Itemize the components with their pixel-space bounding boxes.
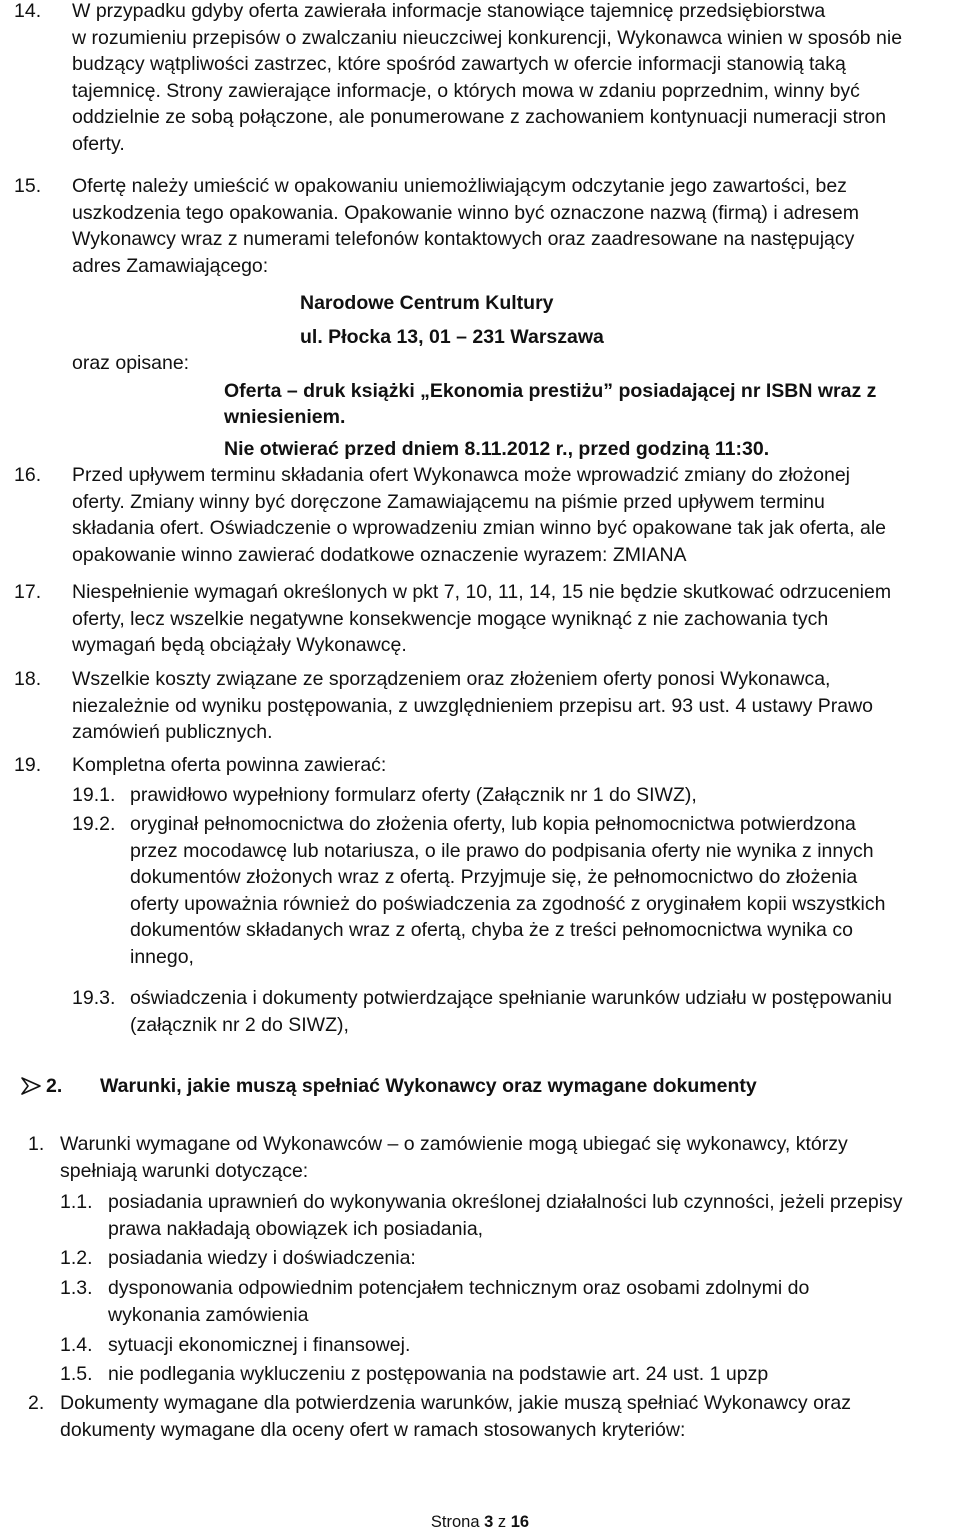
text-line: Wszelkie koszty związane ze sporządzeniem oraz złożeniem oferty ponosi Wykonawca, — [72, 668, 831, 690]
condition-1-1-text — [108, 1189, 954, 1242]
text-line: oferty upoważnia również do poświadczenia za zgodność z oryginałem kopii wszystkich — [130, 892, 886, 915]
text-line: Przed upływem terminu składania ofert Wykonawca może wprowadzić zmiany do złożonej — [72, 464, 850, 486]
item-18-text — [72, 666, 954, 746]
offer-line: wniesieniem. — [224, 406, 346, 428]
item-number: 2. — [28, 1392, 45, 1414]
text-line: tajemnicę. Strony zawierające informacje, o których mowa w zdaniu poprzednim, winny być — [72, 79, 860, 102]
text-line: Wykonawcy wraz z numerami telefonów kontaktowych oraz zaadresowane na następujący — [72, 228, 855, 250]
section-title: Warunki, jakie muszą spełniać Wykonawcy oraz wymagane dokumenty — [100, 1075, 757, 1097]
subitem-number: 19.1. — [72, 784, 116, 806]
text-line: oddzielnie ze sobą połączone, ale ponumerowane z zachowaniem kontynuacji numeracji stron — [72, 106, 887, 128]
text-line: dysponowania odpowiednim potencjałem technicznym oraz osobami zdolnymi do — [108, 1277, 810, 1299]
subitem-number: 1.5. — [60, 1363, 93, 1385]
item-15-text — [72, 173, 954, 279]
subitem-19-2-text — [130, 811, 954, 970]
text-line: Ofertę należy umieścić w opakowaniu uniemożliwiającym odczytanie jego zawartości, bez — [72, 175, 847, 197]
condition-1-4-text: sytuacji ekonomicznej i finansowej. — [108, 1334, 411, 1356]
address-block — [300, 289, 700, 351]
subitem-19-3-text — [130, 985, 954, 1038]
text-line: uszkodzenia tego opakowania. Opakowanie winno być oznaczone nazwą (firmą) i adresem — [72, 201, 859, 224]
text-line: składania ofert. Oświadczenie o wprowadzeniu zmian winno być opakowane tak jak oferta, ale — [72, 517, 887, 539]
current-page-number: 3 — [484, 1513, 494, 1531]
page-footer — [0, 1512, 960, 1532]
text-line: Niespełnienie wymagań określonych w pkt 7, 10, 11, 14, 15 nie będzie skutkować odrzuceniem — [72, 581, 892, 603]
text-line: niezależnie od wyniku postępowania, z uwzględnieniem przepisu art. 93 ust. 4 ustawy Prawo — [72, 694, 874, 717]
subitem-number: 1.1. — [60, 1191, 93, 1213]
item-number: 14. — [14, 0, 42, 22]
item-16-text — [72, 462, 954, 568]
item-number: 18. — [14, 668, 42, 690]
text-line: Warunki wymagane od Wykonawców – o zamówienie mogą ubiegać się wykonawcy, którzy — [60, 1133, 848, 1155]
text-line: prawa nakładają obowiązek ich posiadania, — [108, 1217, 484, 1240]
item-number: 1. — [28, 1133, 45, 1155]
text-line: spełniają warunki dotyczące: — [60, 1159, 309, 1182]
text-line: opakowanie winno zawierać dodatkowe oznaczenie wyrazem: ZMIANA — [72, 543, 687, 566]
text-line: dokumentów złożonych wraz z ofertą. Przyjmuje się, że pełnomocnictwo do złożenia — [130, 866, 858, 888]
text-line: W przypadku gdyby oferta zawierała informacje stanowiące tajemnicę przedsiębiorstwa — [72, 0, 826, 22]
arrow-bullet-icon — [18, 1072, 46, 1100]
subitem-number: 19.3. — [72, 987, 116, 1009]
condition-1-text — [60, 1131, 954, 1184]
text-line: budzący wątpliwości zastrzec, które spośród zawartych w ofercie informacji stanowią taką — [72, 53, 846, 75]
item-17-text — [72, 579, 954, 659]
text-line: adres Zamawiającego: — [72, 254, 269, 277]
item-19-text: Kompletna oferta powinna zawierać: — [72, 754, 387, 776]
text-line: innego, — [130, 945, 194, 968]
text-line: oferty, lecz wszelkie negatywne konsekwencje mogące wyniknąć z nie zachowania tych — [72, 607, 829, 630]
text-line: oryginał pełnomocnictwa do złożenia oferty, lub kopia pełnomocnictwa potwierdzona — [130, 813, 856, 835]
text-line: przez mocodawcę lub notariusza, o ile prawo do podpisania oferty nie wynika z innych — [130, 839, 874, 862]
condition-2-text — [60, 1390, 954, 1443]
text-line: dokumenty wymagane dla oceny ofert w ramach stosowanych kryteriów: — [60, 1418, 686, 1441]
condition-1-3-text — [108, 1275, 954, 1328]
address-street: ul. Płocka 13, 01 – 231 Warszawa — [300, 326, 604, 348]
text-line: w rozumieniu przepisów o zwalczaniu nieuczciwej konkurencji, Wykonawca winien w sposób nie — [72, 26, 903, 49]
section-number: 2. — [46, 1075, 63, 1097]
text-line: wykonania zamówienia — [108, 1303, 309, 1326]
offer-deadline: Nie otwierać przed dniem 8.11.2012 r., przed godziną 11:30. — [224, 438, 770, 460]
footer-separator: z — [497, 1513, 507, 1531]
text-line: zamówień publicznych. — [72, 721, 273, 743]
condition-1-2-text: posiadania wiedzy i doświadczenia: — [108, 1247, 416, 1269]
item-number: 17. — [14, 581, 42, 603]
text-line: (załącznik nr 2 do SIWZ), — [130, 1013, 349, 1036]
subitem-number: 19.2. — [72, 813, 116, 835]
subitem-number: 1.4. — [60, 1334, 93, 1356]
item-14-text — [72, 0, 954, 157]
item-number: 15. — [14, 175, 42, 197]
offer-marking — [224, 378, 956, 462]
subitem-number: 1.3. — [60, 1277, 93, 1299]
text-line: posiadania uprawnień do wykonywania określonej działalności lub czynności, jeżeli przepisy — [108, 1191, 903, 1213]
text-line: oświadczenia i dokumenty potwierdzające spełnianie warunków udziału w postępowaniu — [130, 987, 893, 1009]
item-number: 19. — [14, 754, 42, 776]
text-line: oferty. Zmiany winny być doręczone Zamawiającemu na piśmie przed upływem terminu — [72, 490, 825, 513]
total-page-count: 16 — [510, 1513, 530, 1531]
section-heading — [24, 1072, 924, 1102]
text-line: oferty. — [72, 132, 125, 155]
text-line: Dokumenty wymagane dla potwierdzenia warunków, jakie muszą spełniać Wykonawcy oraz — [60, 1392, 852, 1414]
text-line: wymagań będą obciążały Wykonawcę. — [72, 634, 407, 656]
offer-line: Oferta – druk książki „Ekonomia prestiżu” posiadającej nr ISBN wraz z — [224, 380, 877, 402]
item-number: 16. — [14, 464, 42, 486]
described-label: oraz opisane: — [72, 352, 190, 374]
subitem-19-1-text: prawidłowo wypełniony formularz oferty (Załącznik nr 1 do SIWZ), — [130, 784, 697, 806]
footer-prefix: Strona — [430, 1513, 480, 1531]
condition-1-5-text: nie podlegania wykluczeniu z postępowania na podstawie art. 24 ust. 1 upzp — [108, 1363, 769, 1385]
text-line: dokumentów składanych wraz z ofertą, chyba że z treści pełnomocnictwa wynika co — [130, 919, 853, 941]
subitem-number: 1.2. — [60, 1247, 93, 1269]
address-name: Narodowe Centrum Kultury — [300, 292, 554, 314]
